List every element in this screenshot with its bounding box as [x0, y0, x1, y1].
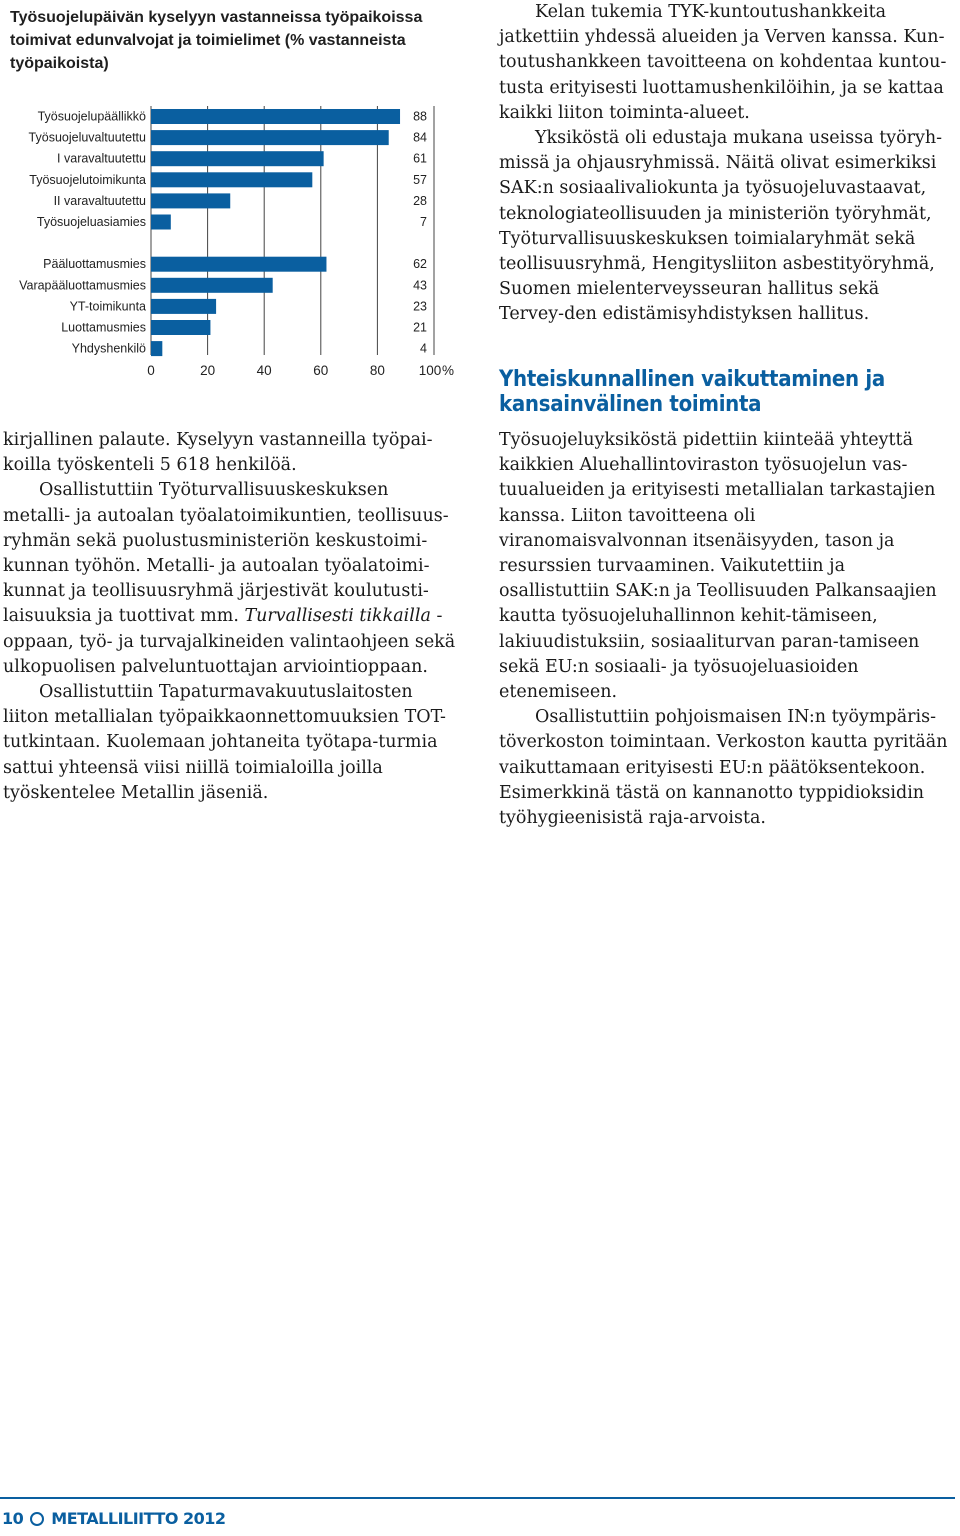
footer [2, 1509, 226, 1528]
category-label: Yhdyshenkilö [71, 341, 146, 356]
right-text-column [499, 0, 949, 328]
category-label: I varavaltuutettu [57, 151, 146, 166]
unit-label: % [441, 363, 455, 378]
category-label: Pääluottamusmies [43, 257, 146, 272]
category-label: YT-toimikunta [69, 299, 146, 314]
tick-label: 80 [369, 363, 385, 378]
value-label: 88 [413, 109, 427, 124]
bar [151, 299, 216, 314]
value-label: 84 [413, 130, 427, 145]
category-label: Työsuojelutoimikunta [29, 172, 146, 187]
category-label: Luottamusmies [61, 320, 146, 335]
category-label: Työsuojeluasiamies [36, 215, 146, 229]
circle-icon [30, 1512, 44, 1526]
value-label: 61 [413, 151, 427, 166]
bar [151, 130, 389, 145]
chart-title: Työsuojelupäivän kyselyyn vastanneissa työpaikoissa toimivat edunvalvojat ja toimielimet (% vastanneista työpaikoista) [10, 9, 423, 72]
bar [151, 278, 273, 293]
section-heading: Yhteiskunnallinen vaikuttaminen ja kansainvälinen toiminta [499, 367, 885, 417]
tick-label: 20 [200, 363, 216, 378]
value-label: 28 [413, 193, 427, 208]
bar [151, 193, 230, 208]
right-text-column-lower [499, 428, 949, 831]
tick-label: 100 [418, 363, 442, 378]
value-label: 62 [413, 257, 427, 272]
paragraph: Osallistuttiin Työturvallisuuskeskuksen metalli- ja autoalan työalatoimikuntien, teollisuus-ryhmän sekä puolustusministeriön keskustoimi-kunnan työhön. Metalli- ja autoalan työalatoimi-kunnat ja teollisuusryhmä järjestivät koulutusti-laisuuksia ja tuottivat mm. Turvallisesti tikkailla -oppaan, työ- ja turvajalkineiden valintaohjeen sekä ulkopuolisen palveluntuottajan arviointioppaan. [3, 480, 456, 677]
footer-rule [0, 1497, 955, 1499]
value-label: 57 [413, 172, 427, 187]
left-text-column [3, 428, 458, 806]
publication-name: METALLILIITTO 2012 [51, 1509, 226, 1528]
category-label: Varapääluottamusmies [19, 278, 146, 293]
value-label: 23 [413, 299, 427, 314]
bar [151, 109, 400, 124]
bar-chart [0, 95, 470, 385]
category-label: Työsuojelupäällikkö [37, 109, 146, 124]
category-label: Työsuojeluvaltuutettu [28, 130, 146, 145]
tick-label: 40 [256, 363, 272, 378]
paragraph: Yksiköstä oli edustaja mukana useissa työryh-missä ja ohjausryhmissä. Näitä olivat esimerkiksi SAK:n sosiaalivaliokunta ja työsuojeluvastaavat, teknologiateollisuuden ja ministeriön työryhmät, Työturvallisuuskeskuksen toimialaryhmät sekä teollisuusryhmä, Hengitysliiton asbestityöryhmä, Suomen mielenterveysseuran hallitus sekä Tervey-den edistämisyhdistyksen hallitus. [499, 128, 943, 325]
paragraph: kirjallinen palaute. Kyselyyn vastanneilla työpai-koilla työskenteli 5 618 henkilöä. [3, 430, 433, 476]
bar [151, 341, 162, 356]
value-label: 4 [420, 341, 427, 356]
value-label: 43 [413, 278, 427, 293]
paragraph: Työsuojeluyksiköstä pidettiin kiinteää yhteyttä kaikkien Aluehallintoviraston työsuojelun vas-tuualueiden ja erityisesti metallialan tarkastajien kanssa. Liiton tavoitteena oli viranomaisvalvonnan itsenäisyyden, tason ja resurssien turvaaminen. Vaikutettiin ja osallistuttiin SAK:n ja Teollisuuden Palkansaajien kautta työsuojeluhallinnon kehit-tämiseen, lakiuudistuksiin, sosiaaliturvan paran-tamiseen sekä EU:n sosiaali- ja työsuojeluasioiden etenemiseen. [499, 430, 937, 703]
bar [151, 172, 312, 187]
bar [151, 215, 171, 230]
category-label: II varavaltuutettu [53, 193, 146, 208]
value-label: 7 [420, 215, 427, 229]
page-number: 10 [2, 1509, 24, 1528]
paragraph: Osallistuttiin Tapaturmavakuutuslaitosten liiton metallialan työpaikkaonnettomuuksien TOT-tutkintaan. Kuolemaan johtaneita työtapa-turmia sattui yhteensä viisi niillä toimialoilla joilla työskentelee Metallin jäseniä. [3, 682, 446, 803]
value-label: 21 [413, 320, 427, 335]
bar [151, 151, 324, 166]
paragraph: Osallistuttiin pohjoismaisen IN:n työympäris-töverkoston toimintaan. Verkoston kautta pyritään vaikuttamaan erityisesti EU:n päätöksentekoon. Esimerkkinä tästä on kannanotto typpidioksidin työhygieenisistä raja-arvoista. [499, 707, 948, 829]
tick-label: 60 [313, 363, 329, 378]
bar [151, 257, 326, 272]
bar [151, 320, 210, 335]
tick-label: 0 [147, 363, 155, 378]
paragraph: Kelan tukemia TYK-kuntoutushankkeita jatkettiin yhdessä alueiden ja Verven kanssa. Kun-toutushankkeen tavoitteena on kohdentaa kuntou-tusta erityisesti luottamushenkilöihin, ja se kattaa kaikki liiton toiminta-alueet. [499, 2, 947, 123]
